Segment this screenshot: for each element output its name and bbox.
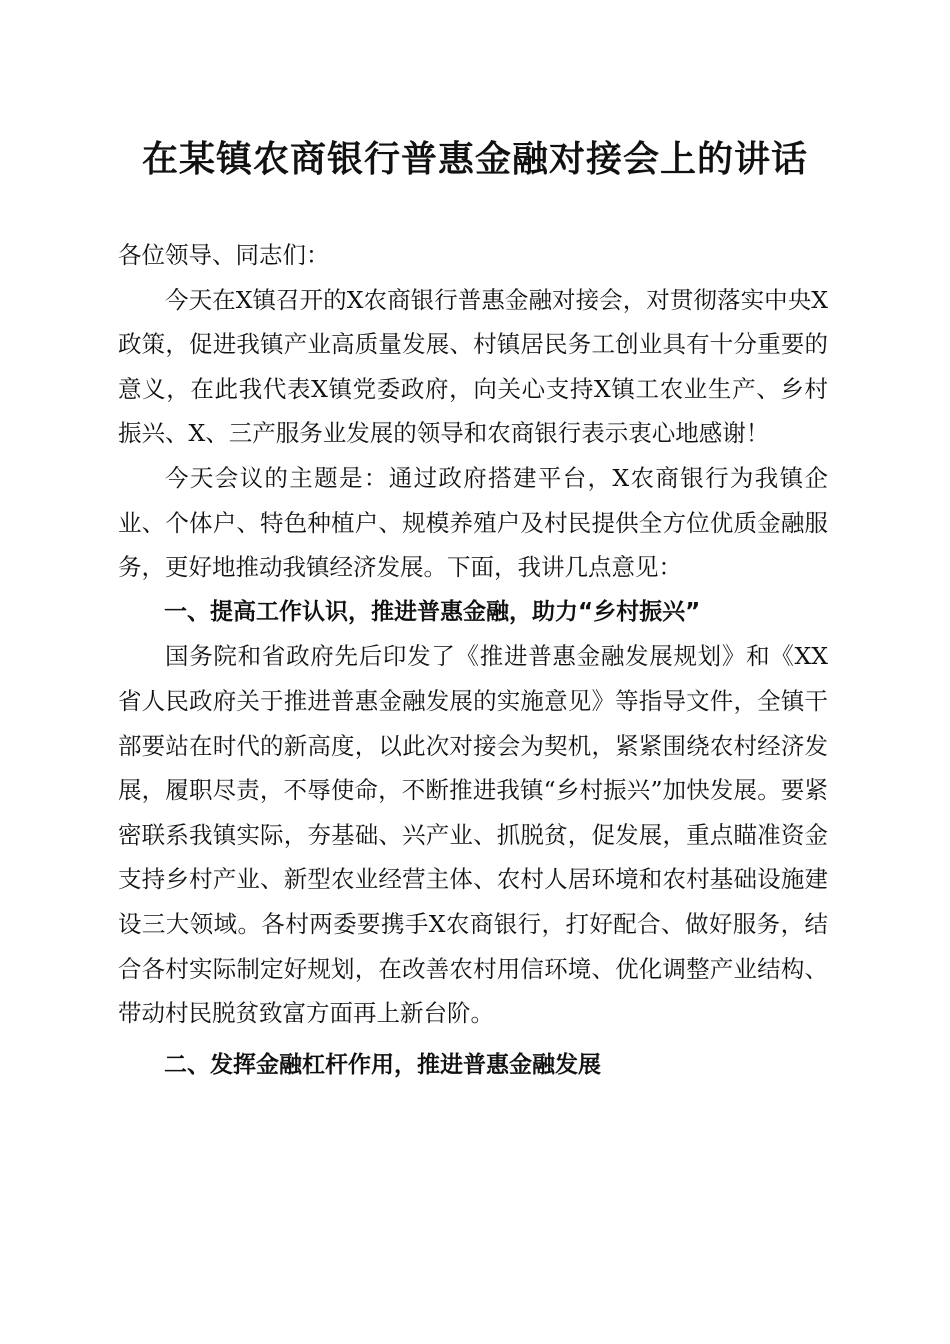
paragraph-1: 今天在X镇召开的X农商银行普惠金融对接会，对贯彻落实中央X政策，促进我镇产业高质量发展、村镇居民务工创业具有十分重要的意义，在此我代表X镇党委政府，向关心支持X镇工农业生产、乡村振兴、X、三产服务业发展的领导和农商银行表示衷心地感谢！ <box>118 285 828 448</box>
section-heading-1: 一、提高工作认识，推进普惠金融，助力“乡村振兴” <box>164 598 701 625</box>
document-title: 在某镇农商银行普惠金融对接会上的讲话 <box>141 138 808 180</box>
paragraph-3: 国务院和省政府先后印发了《推进普惠金融发展规划》和《XX省人民政府关于推进普惠金融发展的实施意见》等指导文件，全镇干部要站在时代的新高度，以此次对接会为契机，紧紧围绕农村经济发展，履职尽责，不辱使命，不断推进我镇“乡村振兴”加快发展。要紧密联系我镇实际，夯基础、兴产业、抓脱贫，促发展，重点瞄准资金支持乡村产业、新型农业经营主体、农村人居环境和农村基础设施建设三大领域。各村两委要携手X农商银行，打好配合、做好服务，结合各村实际制定好规划，在改善农村用信环境、优化调整产业结构、带动村民脱贫致富方面再上新台阶。 <box>118 642 828 1028</box>
salutation: 各位领导、同志们： <box>118 241 330 269</box>
document-body <box>118 233 828 1087</box>
section-heading-2: 二、发挥金融杠杆作用，推进普惠金融发展 <box>164 1051 601 1078</box>
paragraph-2: 今天会议的主题是：通过政府搭建平台，X农商银行为我镇企业、个体户、特色种植户、规模养殖户及村民提供全方位优质金融服务，更好地推动我镇经济发展。下面，我讲几点意见： <box>118 463 828 582</box>
